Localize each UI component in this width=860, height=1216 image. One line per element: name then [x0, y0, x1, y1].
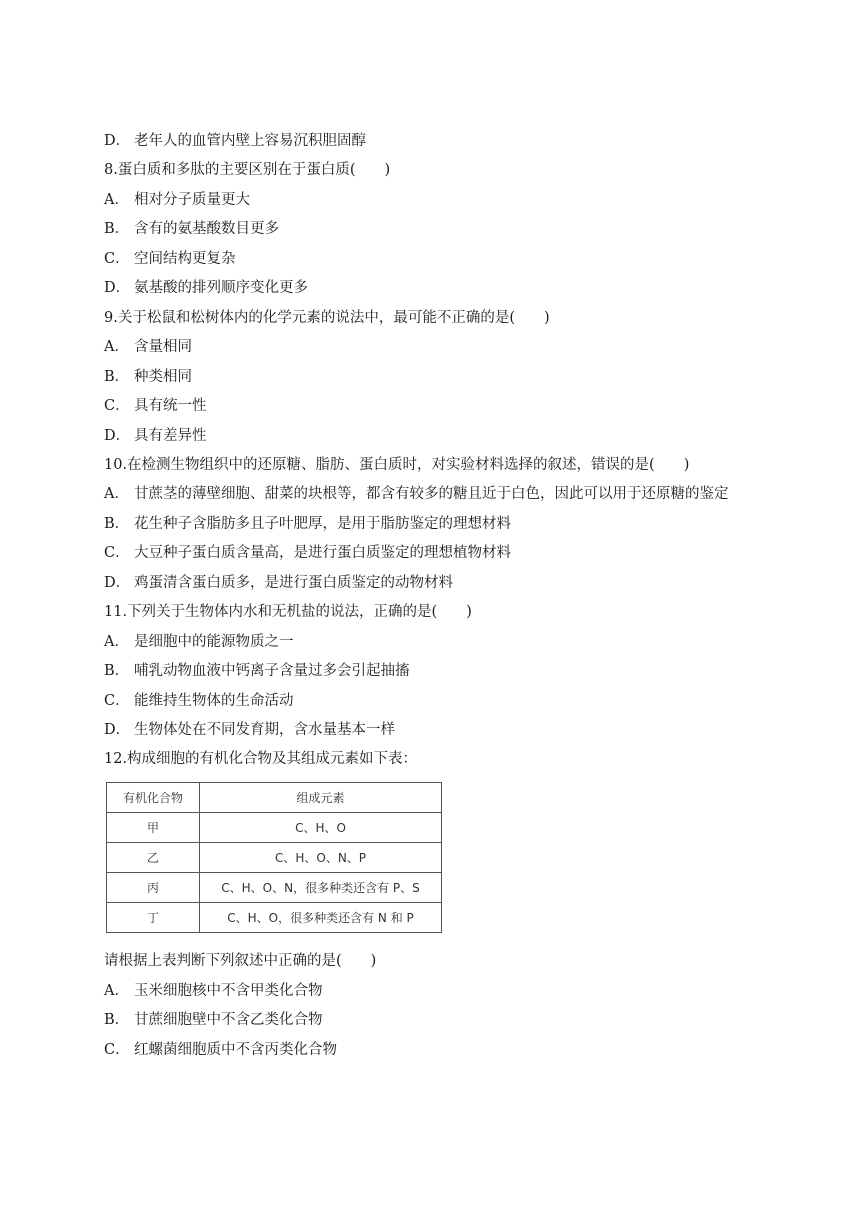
table-header-compound: 有机化合物	[107, 783, 200, 813]
line-text: 能维持生物体的生命活动	[134, 692, 294, 709]
option-letter: D．	[104, 574, 131, 591]
line-text: 10.在检测生物组织中的还原糖、脂肪、蛋白质时，对实验材料选择的叙述，错误的是( )	[104, 456, 690, 473]
option-letter: C．	[104, 1041, 130, 1058]
line-text: 鸡蛋清含蛋白质多，是进行蛋白质鉴定的动物材料	[134, 574, 453, 591]
option-line	[104, 720, 395, 740]
option-line	[104, 131, 366, 151]
option-letter: C．	[104, 692, 130, 709]
line-text: 生物体处在不同发育期，含水量基本一样	[134, 722, 395, 738]
option-line	[104, 367, 192, 387]
question-line	[104, 951, 376, 971]
option-letter: A．	[104, 339, 129, 356]
option-letter: D．	[104, 427, 131, 444]
question-line	[104, 308, 550, 328]
line-text: 氨基酸的排列顺序变化更多	[134, 280, 308, 297]
line-text: 9.关于松鼠和松树体内的化学元素的说法中，最可能不正确的是( )	[104, 309, 550, 326]
question-line	[104, 749, 417, 769]
option-line	[104, 981, 323, 1001]
option-letter: D．	[104, 280, 131, 297]
option-line	[104, 278, 308, 298]
table-row	[107, 903, 442, 933]
option-letter: B．	[104, 221, 130, 238]
line-text: 相对分子质量更大	[134, 191, 250, 208]
line-text: 种类相同	[134, 368, 192, 385]
question-line	[104, 160, 390, 180]
option-letter: B．	[104, 515, 130, 532]
option-line	[104, 337, 192, 357]
question-line	[104, 455, 689, 475]
option-line	[104, 219, 279, 239]
line-text: 老年人的血管内壁上容易沉积胆固醇	[134, 133, 366, 149]
line-text: 11.下列关于生物体内水和无机盐的说法，正确的是( )	[104, 604, 472, 621]
line-text: 甘蔗茎的薄壁细胞、甜菜的块根等，都含有较多的糖且近于白色，因此可以用于还原糖的鉴定	[134, 486, 729, 503]
table-cell-elements: C、H、O，很多种类还含有 N 和 P	[200, 903, 442, 933]
line-text: 8.蛋白质和多肽的主要区别在于蛋白质( )	[104, 162, 391, 179]
table-cell-elements: C、H、O、N、P	[200, 843, 442, 873]
table-header-row	[107, 783, 442, 813]
table-cell-compound: 丙	[107, 873, 200, 903]
line-text: 玉米细胞核中不含甲类化合物	[134, 982, 323, 999]
table-row	[107, 843, 442, 873]
option-line	[104, 632, 294, 652]
table-row	[107, 873, 442, 903]
line-text: 是细胞中的能源物质之一	[134, 633, 294, 650]
option-letter: B．	[104, 368, 130, 385]
line-text: 哺乳动物血液中钙离子含量过多会引起抽搐	[134, 663, 410, 680]
question-line	[104, 602, 472, 622]
table-cell-elements: C、H、O、N，很多种类还含有 P、S	[200, 873, 442, 903]
option-letter: A．	[104, 486, 129, 503]
option-line	[104, 396, 207, 416]
table-cell-compound: 乙	[107, 843, 200, 873]
line-text: 12.构成细胞的有机化合物及其组成元素如下表：	[104, 751, 418, 768]
option-line	[104, 190, 250, 210]
option-line	[104, 1010, 323, 1030]
line-text: 花生种子含脂肪多且子叶肥厚，是用于脂肪鉴定的理想材料	[134, 515, 511, 532]
option-letter: C．	[104, 545, 130, 562]
option-line	[104, 691, 294, 711]
table-cell-compound: 甲	[107, 813, 200, 843]
option-line	[104, 573, 453, 593]
option-letter: A．	[104, 982, 129, 999]
option-letter: A．	[104, 191, 129, 208]
element-table	[106, 782, 442, 933]
option-letter: D．	[104, 722, 131, 738]
line-text: 请根据上表判断下列叙述中正确的是( )	[104, 953, 377, 969]
table-cell-elements: C、H、O	[200, 813, 442, 843]
option-line	[104, 543, 511, 563]
option-line	[104, 1040, 337, 1060]
table-row	[107, 813, 442, 843]
option-line	[104, 661, 410, 681]
option-letter: C．	[104, 398, 130, 415]
line-text: 含有的氨基酸数目更多	[134, 221, 279, 238]
line-text: 红螺菌细胞质中不含丙类化合物	[134, 1041, 337, 1058]
option-line	[104, 426, 207, 446]
line-text: 具有统一性	[134, 398, 207, 415]
option-letter: A．	[104, 633, 129, 650]
option-letter: C．	[104, 250, 130, 267]
line-text: 具有差异性	[134, 427, 207, 444]
line-text: 空间结构更复杂	[134, 250, 236, 267]
option-line	[104, 249, 236, 269]
option-line	[104, 484, 729, 504]
table-header-elements: 组成元素	[200, 783, 442, 813]
line-text: 大豆种子蛋白质含量高，是进行蛋白质鉴定的理想植物材料	[134, 545, 511, 562]
option-line	[104, 514, 511, 534]
option-letter: B．	[104, 1012, 130, 1028]
option-letter: D．	[104, 133, 131, 149]
option-letter: B．	[104, 663, 130, 680]
table-cell-compound: 丁	[107, 903, 200, 933]
line-text: 含量相同	[134, 339, 192, 356]
line-text: 甘蔗细胞壁中不含乙类化合物	[134, 1012, 323, 1028]
